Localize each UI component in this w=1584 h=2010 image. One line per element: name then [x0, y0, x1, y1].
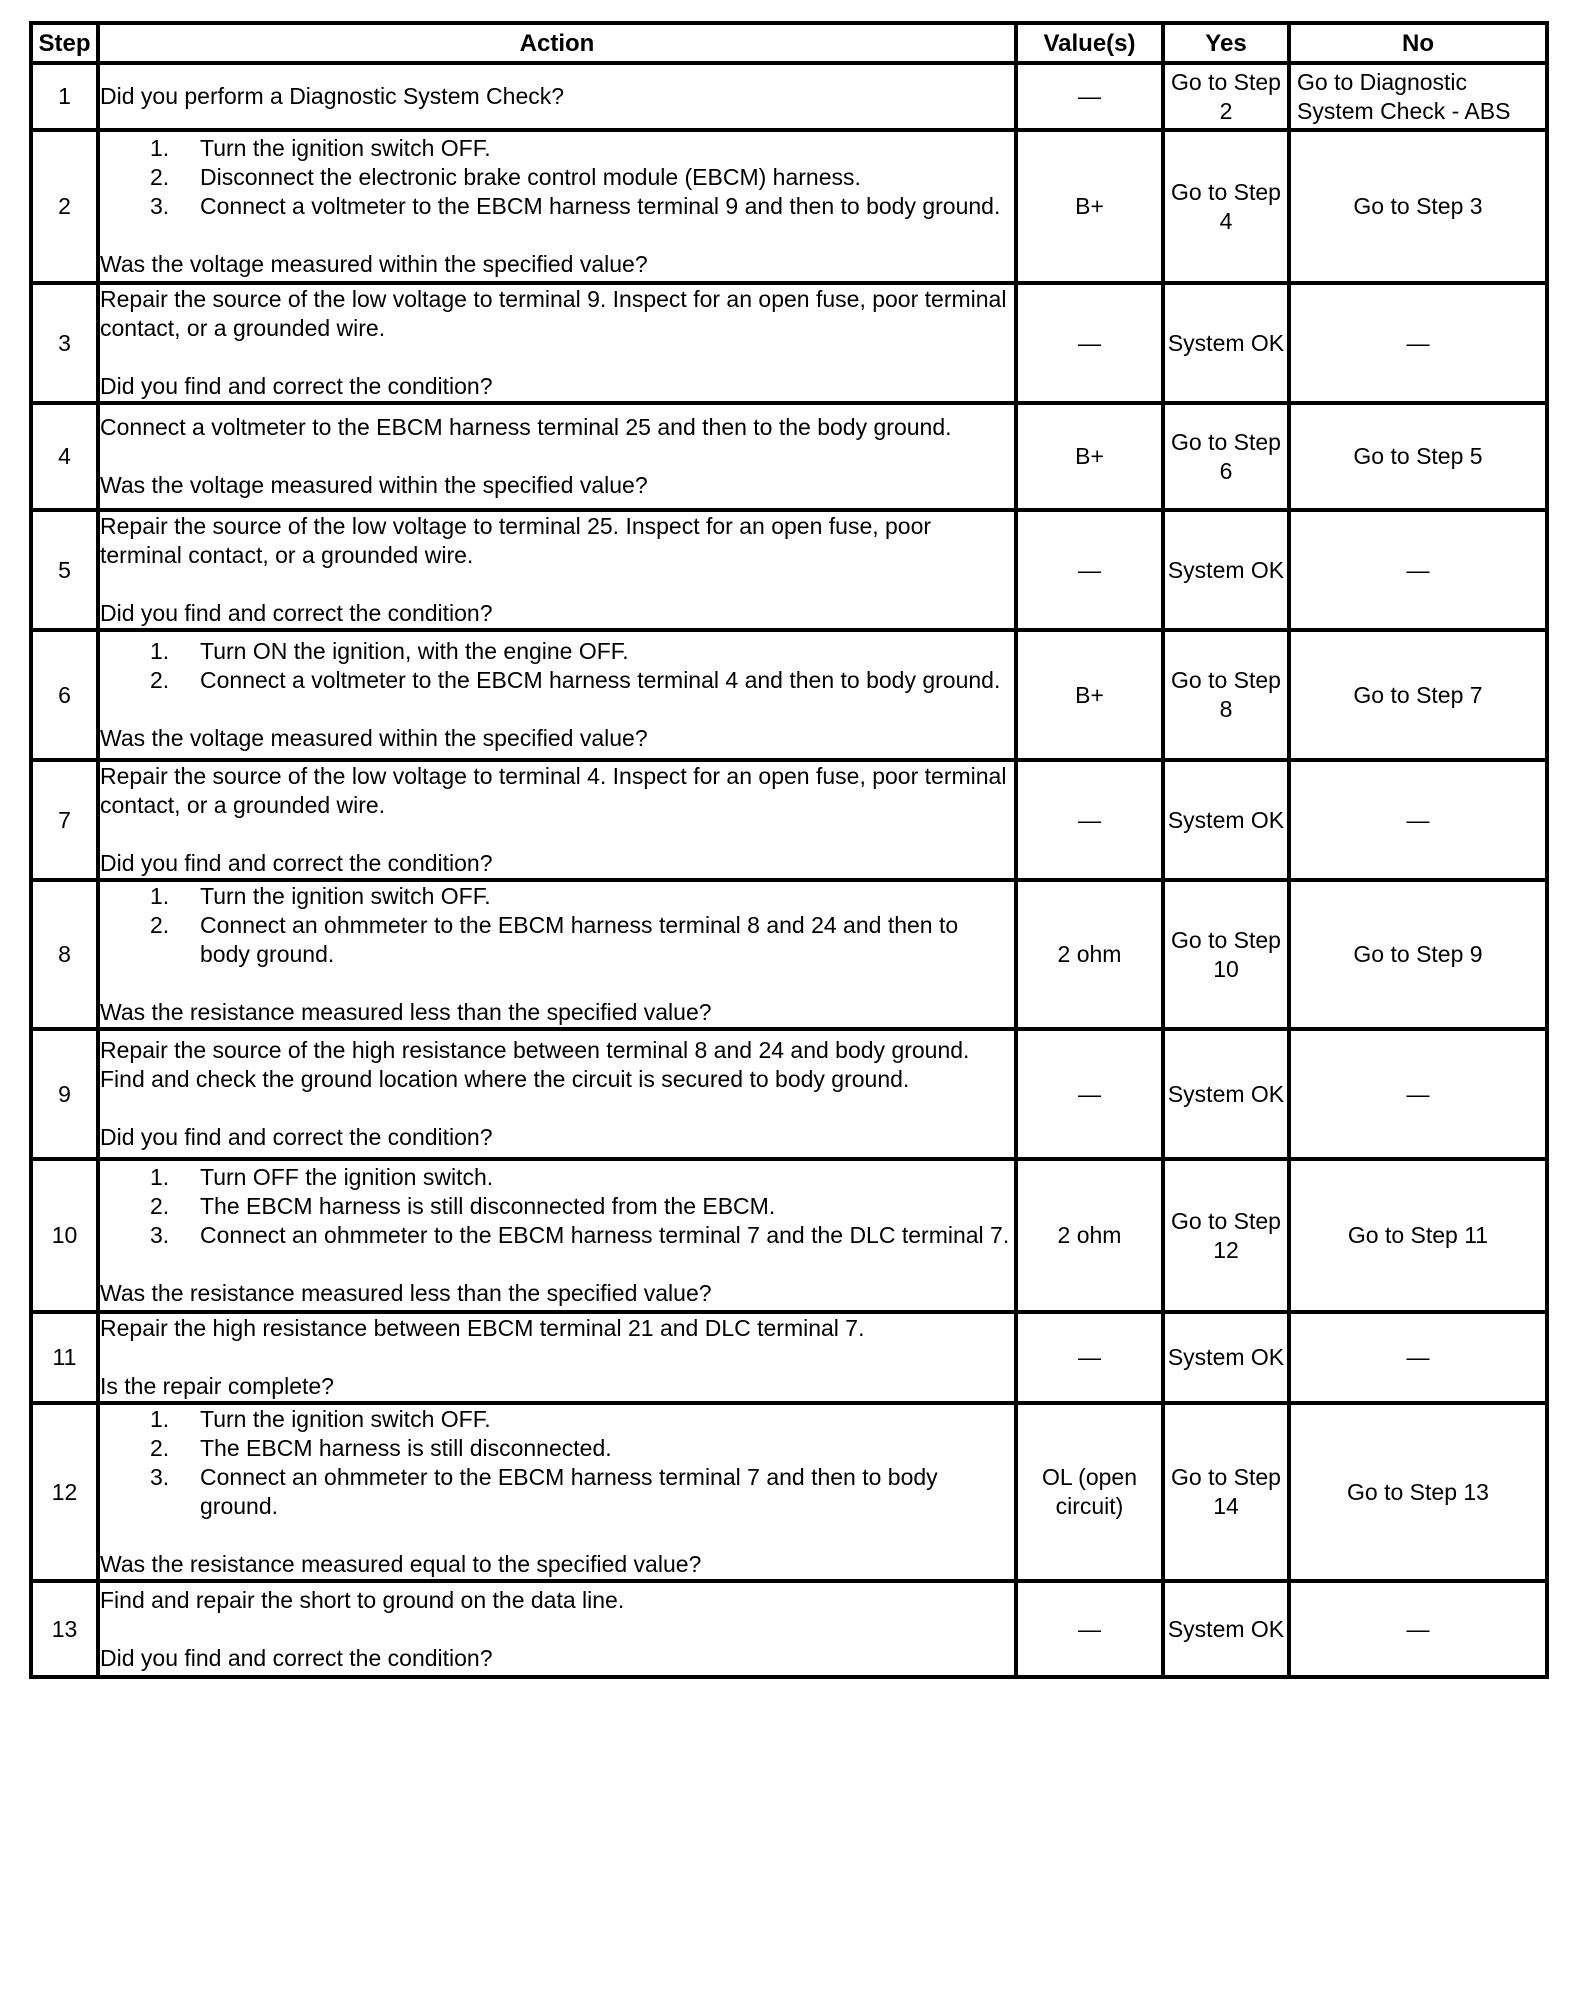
header-yes: Yes [1163, 23, 1289, 63]
action-step-number: 1. [150, 1164, 170, 1190]
action-cell [98, 403, 1016, 510]
no-cell: Go to Step 5 [1289, 403, 1547, 510]
table-row [31, 1312, 1547, 1403]
no-cell: Go to Step 3 [1289, 130, 1547, 283]
table-row [31, 403, 1547, 510]
value-cell: — [1016, 1312, 1163, 1403]
no-cell: Go to Step 9 [1289, 880, 1547, 1029]
step-number: 5 [31, 510, 98, 630]
yes-cell: Go to Step 2 [1163, 63, 1289, 130]
table-row [31, 1403, 1547, 1581]
action-step-text: Turn ON the ignition, with the engine OFF. [200, 638, 629, 664]
step-number: 9 [31, 1029, 98, 1159]
value-cell: — [1016, 63, 1163, 130]
action-question: Was the voltage measured within the specified value? [100, 251, 648, 277]
action-step-item [150, 134, 1014, 163]
spacer [100, 1615, 1014, 1644]
action-step-text: The EBCM harness is still disconnected from the EBCM. [200, 1193, 776, 1219]
spacer [100, 1250, 1014, 1279]
table-row [31, 1159, 1547, 1312]
yes-cell: System OK [1163, 283, 1289, 403]
table-row [31, 880, 1547, 1029]
action-text: Repair the source of the low voltage to terminal 25. Inspect for an open fuse, poor terminal contact, or a grounded wire. [100, 513, 932, 568]
action-step-number: 2. [150, 1193, 170, 1219]
step-number: 1 [31, 63, 98, 130]
action-text: Did you perform a Diagnostic System Check? [100, 83, 565, 109]
yes-cell: Go to Step 12 [1163, 1159, 1289, 1312]
no-cell: — [1289, 1312, 1547, 1403]
action-step-text: Connect an ohmmeter to the EBCM harness terminal 8 and 24 and then to body ground. [200, 912, 959, 967]
step-number: 7 [31, 760, 98, 880]
action-step-item [150, 882, 1014, 911]
action-text: Connect a voltmeter to the EBCM harness terminal 25 and then to the body ground. [100, 414, 952, 440]
step-number: 11 [31, 1312, 98, 1403]
action-question: Was the resistance measured less than the specified value? [100, 999, 712, 1025]
action-question: Was the voltage measured within the specified value? [100, 725, 648, 751]
action-step-text: Disconnect the electronic brake control module (EBCM) harness. [200, 164, 861, 190]
action-step-number: 1. [150, 1406, 170, 1432]
spacer [100, 570, 1014, 599]
action-step-text: The EBCM harness is still disconnected. [200, 1435, 612, 1461]
action-step-text: Connect a voltmeter to the EBCM harness terminal 4 and then to body ground. [200, 667, 1001, 693]
yes-cell: System OK [1163, 510, 1289, 630]
action-step-text: Turn OFF the ignition switch. [200, 1164, 494, 1190]
value-cell: 2 ohm [1016, 880, 1163, 1029]
spacer [100, 442, 1014, 471]
action-cell [98, 1403, 1016, 1581]
no-cell: Go to Step 13 [1289, 1403, 1547, 1581]
no-cell: — [1289, 1029, 1547, 1159]
no-cell: — [1289, 760, 1547, 880]
no-cell: Go to Diagnostic System Check - ABS [1289, 63, 1547, 130]
action-cell [98, 510, 1016, 630]
spacer [100, 1343, 1014, 1372]
action-step-text: Turn the ignition switch OFF. [200, 1406, 491, 1432]
header-action: Action [98, 23, 1016, 63]
action-step-number: 2. [150, 164, 170, 190]
action-step-item [150, 1434, 1014, 1463]
action-step-number: 1. [150, 638, 170, 664]
table-row [31, 63, 1547, 130]
action-text: Repair the source of the low voltage to terminal 4. Inspect for an open fuse, poor terminal contact, or a grounded wire. [100, 763, 1007, 818]
action-step-number: 2. [150, 912, 170, 938]
step-number: 10 [31, 1159, 98, 1312]
no-cell: Go to Step 11 [1289, 1159, 1547, 1312]
table-row [31, 630, 1547, 760]
action-step-text: Connect a voltmeter to the EBCM harness terminal 9 and then to body ground. [200, 193, 1001, 219]
action-step-item [150, 163, 1014, 192]
spacer [100, 695, 1014, 724]
no-cell: Go to Step 7 [1289, 630, 1547, 760]
yes-cell: Go to Step 14 [1163, 1403, 1289, 1581]
action-question: Did you find and correct the condition? [100, 373, 493, 399]
action-step-number: 2. [150, 667, 170, 693]
table-row [31, 1581, 1547, 1677]
value-cell: OL (open circuit) [1016, 1403, 1163, 1581]
yes-cell: Go to Step 4 [1163, 130, 1289, 283]
action-text: Repair the high resistance between EBCM terminal 21 and DLC terminal 7. [100, 1315, 865, 1341]
action-step-text: Connect an ohmmeter to the EBCM harness terminal 7 and the DLC terminal 7. [200, 1222, 1010, 1248]
step-number: 13 [31, 1581, 98, 1677]
action-steps-list [100, 1405, 1014, 1521]
action-question: Did you find and correct the condition? [100, 1644, 493, 1671]
action-step-number: 3. [150, 1464, 170, 1490]
action-step-item [150, 192, 1014, 221]
value-cell: B+ [1016, 130, 1163, 283]
yes-cell: Go to Step 6 [1163, 403, 1289, 510]
action-step-number: 3. [150, 193, 170, 219]
action-question: Was the resistance measured equal to the specified value? [100, 1551, 702, 1577]
table-body [31, 63, 1547, 1677]
value-cell: — [1016, 760, 1163, 880]
action-question: Did you find and correct the condition? [100, 850, 493, 876]
action-cell [98, 1312, 1016, 1403]
action-steps-list [100, 637, 1014, 695]
spacer [100, 1094, 1014, 1123]
step-number: 8 [31, 880, 98, 1029]
action-text: Repair the source of the high resistance between terminal 8 and 24 and body ground. Find and check the ground location where the circuit is secured to body ground. [100, 1037, 970, 1092]
yes-cell: System OK [1163, 760, 1289, 880]
no-cell: — [1289, 510, 1547, 630]
action-question: Did you find and correct the condition? [100, 1124, 493, 1150]
value-cell: — [1016, 1581, 1163, 1677]
value-cell: B+ [1016, 403, 1163, 510]
action-step-item [150, 637, 1014, 666]
action-question: Did you find and correct the condition? [100, 600, 493, 626]
action-cell [98, 130, 1016, 283]
yes-cell: System OK [1163, 1312, 1289, 1403]
action-cell [98, 880, 1016, 1029]
action-question: Is the repair complete? [100, 1373, 334, 1399]
yes-cell: System OK [1163, 1581, 1289, 1677]
value-cell: — [1016, 1029, 1163, 1159]
action-step-number: 3. [150, 1222, 170, 1248]
table-row [31, 1029, 1547, 1159]
action-cell [98, 630, 1016, 760]
action-step-item [150, 1463, 1014, 1521]
table-row [31, 130, 1547, 283]
value-cell: B+ [1016, 630, 1163, 760]
spacer [100, 221, 1014, 250]
action-step-number: 1. [150, 135, 170, 161]
step-number: 6 [31, 630, 98, 760]
action-cell [98, 63, 1016, 130]
action-step-text: Connect an ohmmeter to the EBCM harness terminal 7 and then to body ground. [200, 1464, 938, 1519]
action-step-number: 2. [150, 1435, 170, 1461]
action-step-item [150, 1405, 1014, 1434]
step-number: 12 [31, 1403, 98, 1581]
header-values: Value(s) [1016, 23, 1163, 63]
action-question: Was the voltage measured within the specified value? [100, 472, 648, 498]
spacer [100, 343, 1014, 372]
action-step-item [150, 1221, 1014, 1250]
table-row [31, 510, 1547, 630]
action-cell [98, 760, 1016, 880]
action-cell [98, 1159, 1016, 1312]
action-text: Repair the source of the low voltage to terminal 9. Inspect for an open fuse, poor terminal contact, or a grounded wire. [100, 286, 1007, 341]
action-step-text: Turn the ignition switch OFF. [200, 135, 491, 161]
header-step: Step [31, 23, 98, 63]
value-cell: — [1016, 283, 1163, 403]
yes-cell: Go to Step 10 [1163, 880, 1289, 1029]
table-row [31, 760, 1547, 880]
action-step-number: 1. [150, 883, 170, 909]
yes-cell: System OK [1163, 1029, 1289, 1159]
action-cell [98, 1581, 1016, 1677]
action-step-item [150, 911, 1014, 969]
action-steps-list [100, 134, 1014, 221]
action-steps-list [100, 1163, 1014, 1250]
header-row [31, 23, 1547, 63]
action-question: Was the resistance measured less than the specified value? [100, 1280, 712, 1306]
spacer [100, 820, 1014, 849]
header-no: No [1289, 23, 1547, 63]
diagnostic-table [29, 21, 1549, 1679]
action-cell [98, 1029, 1016, 1159]
action-text: Find and repair the short to ground on the data line. [100, 1586, 625, 1613]
spacer [100, 969, 1014, 998]
action-step-item [150, 666, 1014, 695]
value-cell: 2 ohm [1016, 1159, 1163, 1312]
step-number: 4 [31, 403, 98, 510]
action-step-item [150, 1163, 1014, 1192]
no-cell: — [1289, 1581, 1547, 1677]
table-row [31, 283, 1547, 403]
step-number: 3 [31, 283, 98, 403]
step-number: 2 [31, 130, 98, 283]
action-cell [98, 283, 1016, 403]
spacer [100, 1521, 1014, 1550]
value-cell: — [1016, 510, 1163, 630]
action-step-text: Turn the ignition switch OFF. [200, 883, 491, 909]
action-step-item [150, 1192, 1014, 1221]
no-cell: — [1289, 283, 1547, 403]
action-steps-list [100, 882, 1014, 969]
yes-cell: Go to Step 8 [1163, 630, 1289, 760]
